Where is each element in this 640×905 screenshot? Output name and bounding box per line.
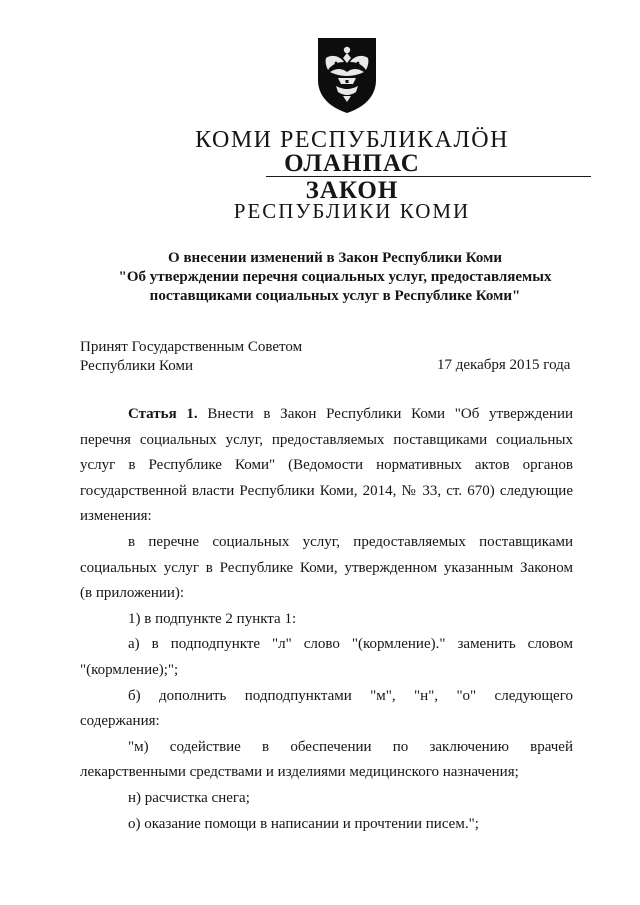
body-line: лекарственными средствами и изделиями медицинского назначения; xyxy=(80,764,519,781)
body-line: о) оказание помощи в написании и прочтении писем."; xyxy=(128,815,479,832)
body-line: б) дополнить подподпунктами "м", "н", "о" следующего xyxy=(128,687,573,704)
coat-of-arms-emblem xyxy=(316,36,378,114)
law-title-line: О внесении изменений в Закон Республики Коми xyxy=(168,250,502,266)
adoption-line: Республики Коми xyxy=(80,357,193,374)
body-line: перечня социальных услуг, предоставляемых поставщиками социальных xyxy=(80,431,573,448)
law-title xyxy=(0,249,640,306)
body-line: изменения: xyxy=(80,508,152,525)
adoption-line: Принят Государственным Советом xyxy=(80,339,303,355)
header-line-republic: РЕСПУБЛИКИ КОМИ xyxy=(233,199,471,223)
body-line: 1) в подпункте 2 пункта 1: xyxy=(128,610,297,627)
law-title-line: "Об утверждении перечня социальных услуг, предоставляемых xyxy=(118,269,552,285)
body-line xyxy=(80,402,573,428)
body-line-text: Внести в Закон Республики Коми "Об утверждении xyxy=(207,406,574,422)
article-label: Статья 1. xyxy=(128,406,198,422)
law-body xyxy=(80,402,573,837)
body-line: "м) содействие в обеспечении по заключению врачей xyxy=(128,738,573,755)
body-line: услуг в Республике Коми" (Ведомости нормативных актов органов xyxy=(80,457,573,474)
body-line: "(кормление);"; xyxy=(80,661,179,678)
adoption-info xyxy=(80,338,302,375)
body-line: н) расчистка снега; xyxy=(128,789,250,806)
header-line-zakon: ЗАКОН xyxy=(305,177,399,204)
body-line: в перечне социальных услуг, предоставляемых поставщиками xyxy=(128,533,573,550)
body-line: государственной власти Республики Коми, 2014, № 33, ст. 670) следующие xyxy=(80,482,573,499)
body-line: а) в подподпункте "л" слово "(кормление)." заменить словом xyxy=(128,636,573,653)
body-line: социальных услуг в Республике Коми, утвержденном указанным Законом xyxy=(80,559,573,576)
body-line: содержания: xyxy=(80,713,160,730)
adoption-date: 17 декабря 2015 года xyxy=(437,357,571,373)
law-title-line: поставщиками социальных услуг в Республике Коми" xyxy=(149,288,521,304)
body-line: (в приложении): xyxy=(80,585,185,602)
header-line-olanpas: ОЛАНПАС xyxy=(284,150,420,177)
header-line-komi: КОМИ РЕСПУБЛИКАЛӦН xyxy=(195,127,509,153)
